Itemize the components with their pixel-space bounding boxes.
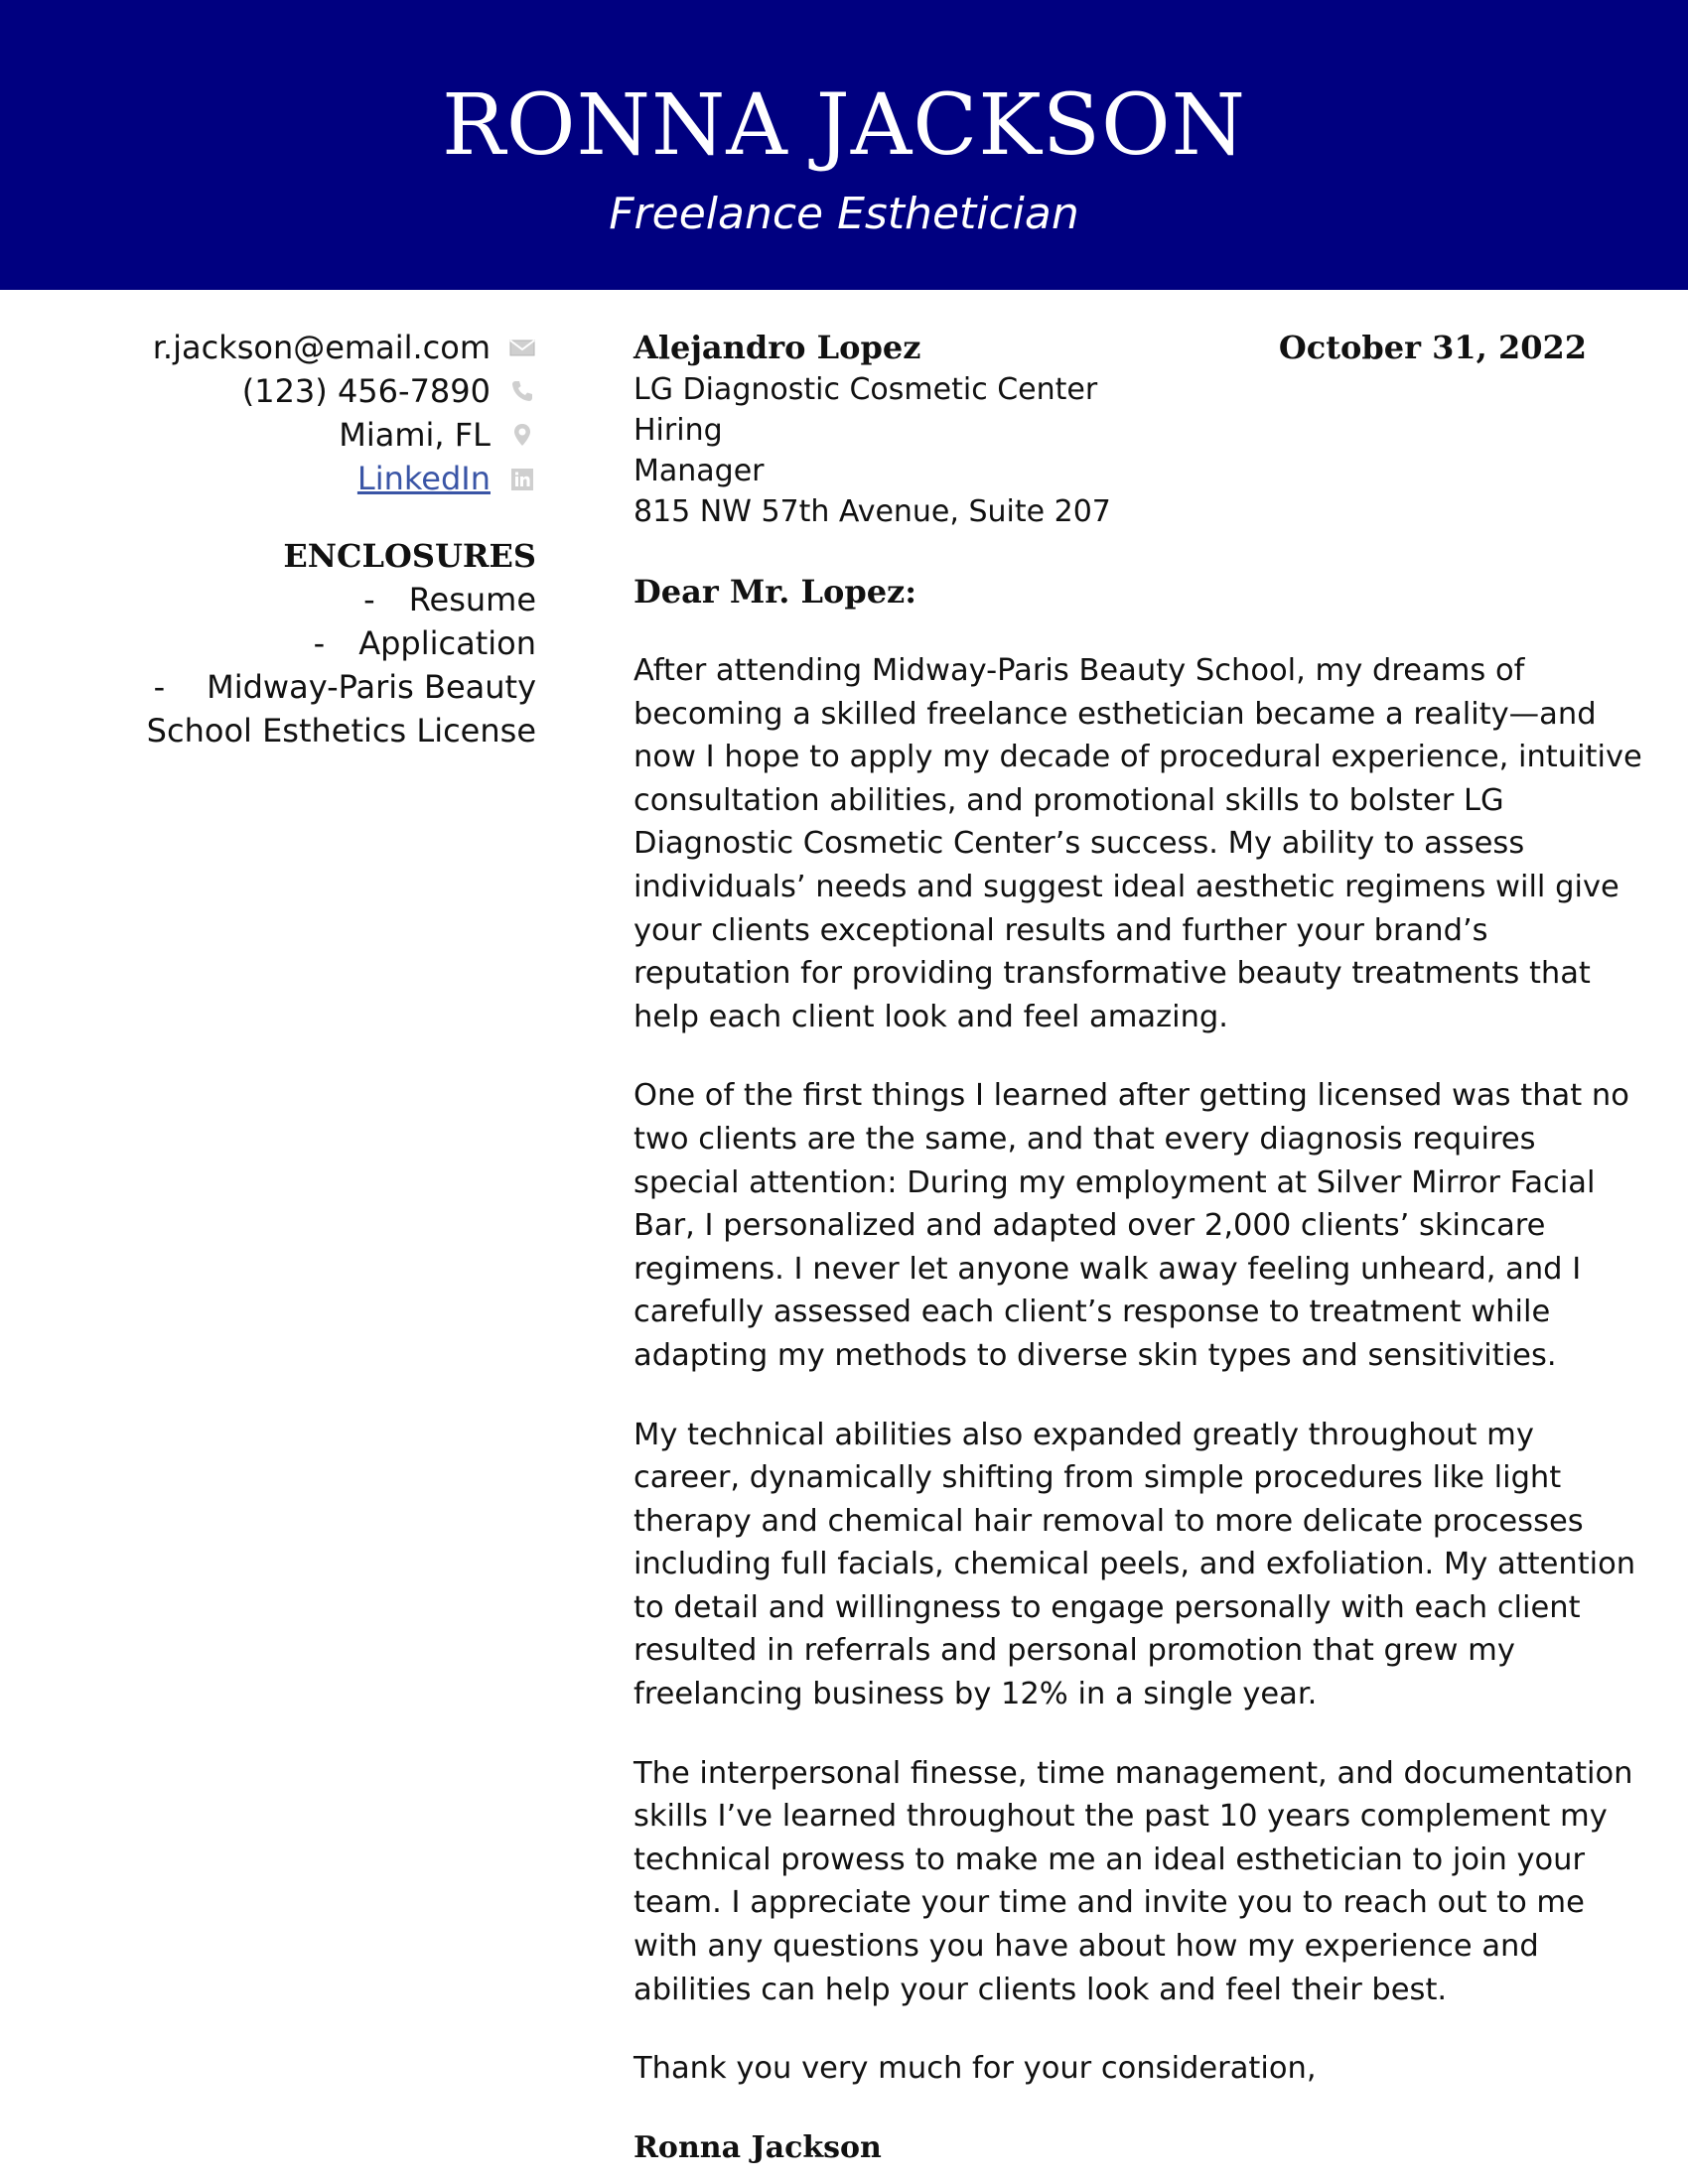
closing-line: Thank you very much for your consideration,: [633, 2051, 1317, 2087]
enclosure-text: Resume: [408, 581, 536, 618]
candidate-title: Freelance Esthetician: [609, 189, 1079, 239]
enclosure-dash: -: [363, 581, 375, 618]
letter-paragraph: After attending Midway-Paris Beauty School, my dreams of becoming a skilled freelance esthetician became a reality—and now I hope to apply my decade of procedural experience, intuitive consultation abilities, and promotional skills to bolster LG Diagnostic Cosmetic Center’s success. My ability to assess individuals’ needs and suggest ideal aesthetic regimens will give your clients exceptional results and further your brand’s reputation for providing transformative beauty treatments that help each client look and feel amazing.: [633, 653, 1642, 1034]
salutation: Dear Mr. Lopez:: [633, 573, 917, 611]
phone-icon: [508, 377, 536, 405]
contact-sidebar: [119, 326, 536, 752]
contact-email-row: [119, 326, 536, 369]
letter-body: [633, 326, 1646, 2170]
letter-paragraph: My technical abilities also expanded greatly throughout my career, dynamically shifting from simple procedures like light therapy and chemical hair removal to more delicate processes including full facials, chemical peels, and exfoliation. My attention to detail and willingness to engage personally with each client resulted in referrals and personal promotion that grew my freelancing business by 12% in a single year.: [633, 1417, 1636, 1712]
letter-paragraph: One of the first things I learned after getting licensed was that no two clients are the same, and that every diagnosis requires special attention: During my employment at Silver Mirror Facial Bar, I personalized and adapted over 2,000 clients’ skincare regimens. I never let anyone walk away feeling unheard, and I carefully assessed each client’s response to treatment while adapting my methods to diverse skin types and sensitivities.: [633, 1078, 1629, 1373]
header-banner: [0, 0, 1688, 290]
linkedin-link[interactable]: LinkedIn: [356, 460, 491, 497]
contact-location-row: [119, 413, 536, 457]
letter-paragraph: The interpersonal finesse, time management, and documentation skills I’ve learned throughout the past 10 years complement my technical prowess to make me an ideal esthetician to join your team. I appreciate your time and invite you to reach out to me with any questions you have about how my experience and abilities can help your clients look and feel their best.: [633, 1755, 1633, 2007]
enclosure-text: Midway-Paris Beauty: [207, 668, 536, 706]
enclosure-item-continuation: School Esthetics License: [146, 712, 536, 750]
letter-date: October 31, 2022: [1278, 329, 1587, 366]
enclosure-item: [119, 578, 536, 621]
contact-email[interactable]: r.jackson@email.com: [152, 329, 491, 366]
enclosure-dash: -: [153, 668, 166, 706]
contact-phone[interactable]: (123) 456-7890: [241, 372, 491, 410]
linkedin-icon: [508, 465, 536, 492]
envelope-icon: [508, 334, 536, 361]
signature: Ronna Jackson: [633, 2130, 882, 2166]
enclosure-item: [119, 665, 536, 709]
contact-location: Miami, FL: [339, 416, 491, 454]
contact-phone-row: [119, 369, 536, 413]
contact-linkedin-row: [119, 457, 536, 500]
recipient-name: Alejandro Lopez: [633, 329, 921, 366]
recipient-line: Manager: [633, 454, 765, 488]
recipient-line: 815 NW 57th Avenue, Suite 207: [633, 494, 1111, 529]
enclosure-text: Application: [358, 624, 536, 662]
enclosure-item: [119, 621, 536, 665]
candidate-name: RONNA JACKSON: [441, 76, 1247, 175]
recipient-line: LG Diagnostic Cosmetic Center Hiring: [633, 372, 1098, 448]
enclosure-dash: -: [313, 624, 326, 662]
map-pin-icon: [508, 421, 536, 449]
enclosures-heading: ENCLOSURES: [283, 537, 536, 575]
